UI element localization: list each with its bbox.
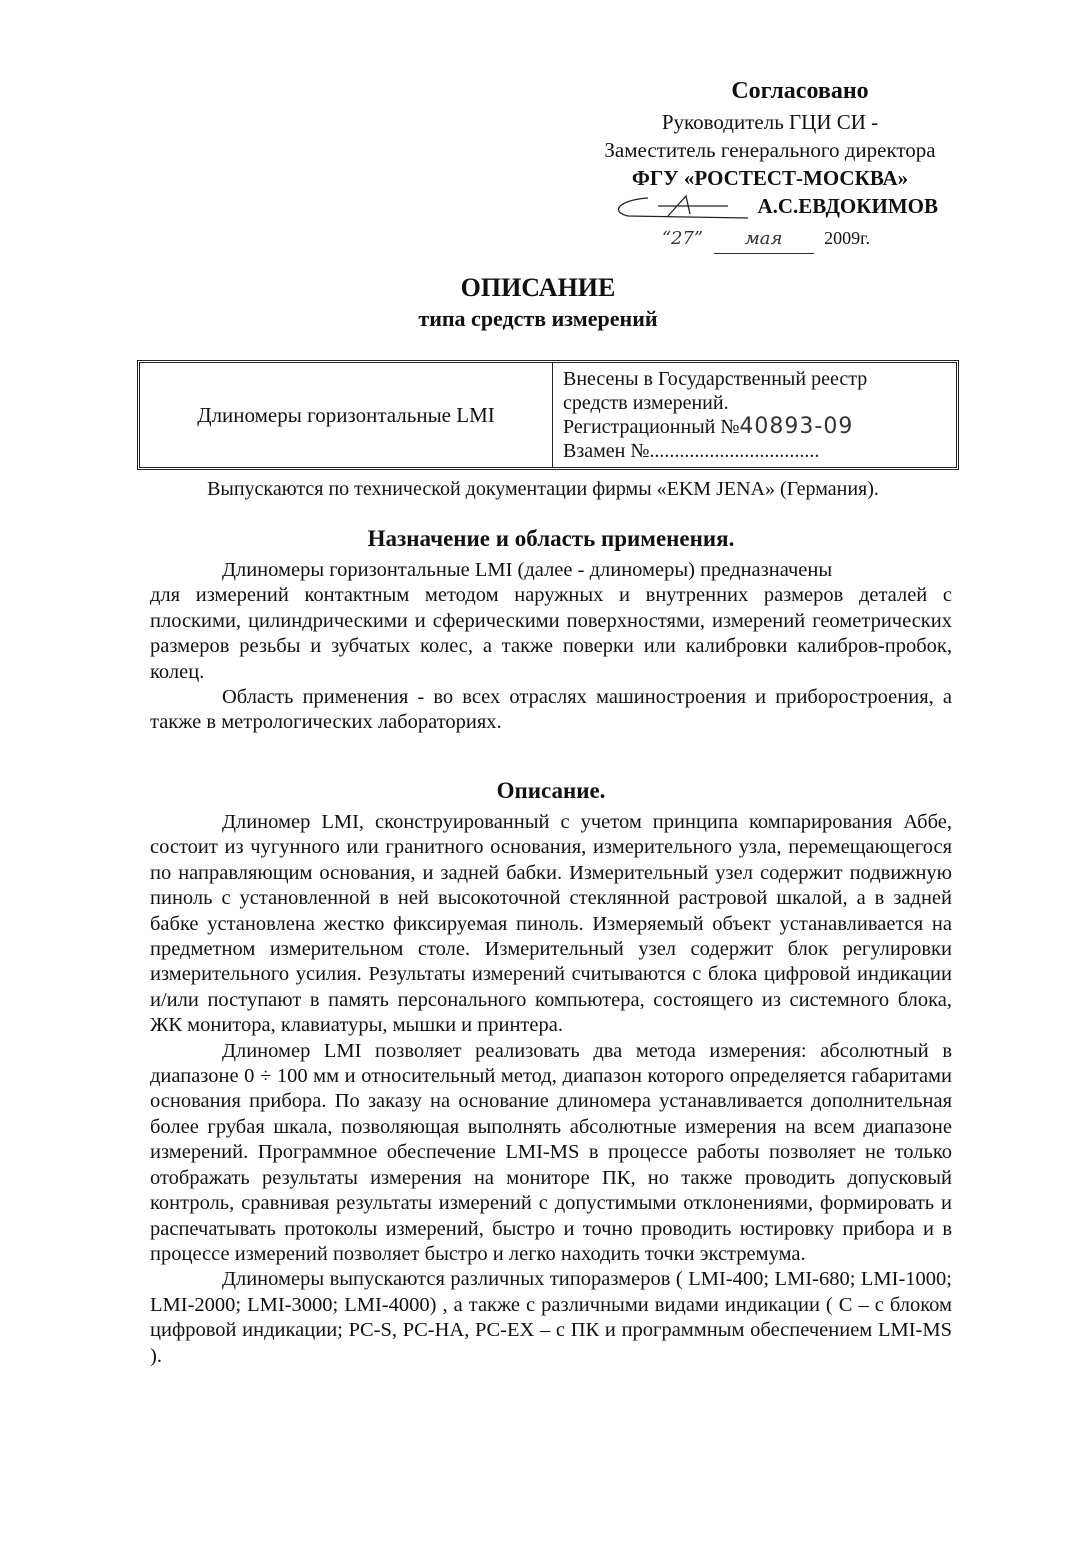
registry-info — [553, 363, 956, 467]
title-main: ОПИСАНИЕ — [460, 273, 616, 302]
description-paragraph: Длиномеры выпускаются различных типоразмеров ( LMI-400; LMI-680; LMI-1000; LMI-2000; LMI-3000; LMI-4000) , а также с различными видами индикации ( С – с блоком цифровой индикации; PC-S, PC-HA, PC-EX – с ПК и программным обеспечением LMI-MS ). — [150, 1268, 952, 1367]
signer-name: А.С.ЕВДОКИМОВ — [757, 194, 938, 218]
purpose-section — [150, 524, 952, 736]
date-month: мая — [714, 225, 814, 254]
approval-organization: ФГУ «РОСТЕСТ-МОСКВА» — [631, 166, 909, 190]
approval-position-1: Руководитель ГЦИ СИ - — [661, 110, 879, 134]
registration-number: 40893-09 — [739, 414, 854, 439]
purpose-paragraph: для измерений контактным методом наружных и внутренних размеров деталей с плоскими, цилиндрическими и сферическими поверхностями, измерений геометрических размеров резьбы и зубчатых колес, а также поверки или калибровки калибров-пробок, колец. — [150, 584, 952, 683]
document-title — [0, 272, 1086, 334]
description-paragraph: Длиномер LMI позволяет реализовать два метода измерения: абсолютный в диапазоне 0 ÷ 100 мм и относительный метод, диапазон которого определяется габаритами основания прибора. По заказу на основание длиномера устанавливается дополнительная более грубая шкала, позволяющая выполнять абсолютные измерения на всем диапазоне измерений. Программное обеспечение LMI-MS в процессе работы позволяет не только отображать результаты измерения на мониторе ПК, но также проводить допусковый контроль, сравнивая результаты измерений с допустимыми отклонениями, формировать и распечатывать протоколы измерений, быстро и точно проводить юстировку прибора и в процессе измерений позволяет быстро и легко находить точки экстремума. — [150, 1039, 952, 1265]
registration-number-line — [563, 415, 946, 439]
approval-position-2: Заместитель генерального директора — [604, 138, 936, 162]
purpose-paragraph: Длиномеры горизонтальные LMI (далее - длиномеры) предназначены — [222, 559, 833, 581]
registry-table — [137, 360, 959, 470]
description-section — [150, 776, 952, 1369]
signature-icon — [608, 194, 758, 220]
purpose-paragraph: Область применения - во всех отраслях машиностроения и приборостроения, а также в метрологических лабораториях. — [150, 686, 952, 734]
date-day: “27” — [661, 228, 704, 249]
approval-title: Согласовано — [731, 78, 869, 104]
instrument-name: Длиномеры горизонтальные LMI — [140, 363, 553, 467]
registry-line-2: средств измерений. — [563, 392, 729, 414]
purpose-heading: Назначение и область применения. — [367, 526, 735, 551]
signature-line — [580, 192, 960, 220]
date-year: 2009г. — [824, 228, 870, 248]
replace-line: Взамен №.................................. — [563, 440, 820, 462]
approval-block — [580, 74, 960, 254]
description-heading: Описание. — [496, 778, 606, 803]
registry-line-1: Внесены в Государственный реестр — [563, 368, 868, 390]
approval-date — [580, 224, 960, 254]
issued-by: Выпускаются по технической документации фирмы «EKM JENA» (Германия). — [207, 478, 879, 500]
registration-label: Регистрационный № — [563, 416, 740, 438]
description-paragraph: Длиномер LMI, сконструированный с учетом принципа компарирования Аббе, состоит из чугунного или гранитного основания, измерительного узла, перемещающегося по направляющим основания, и задней бабки. Измерительный узел содержит подвижную пиноль с установленной в ней высокоточной стеклянной растровой шкалой, а в задней бабке установлена жестко фиксируемая пиноль. Измеряемый объект устанавливается на предметном измерительном столе. Измерительный узел содержит блок регулировки измерительного усилия. Результаты измерений считываются с блока цифровой индикации и/или поступают в память персонального компьютера, состоящего из системного блока, ЖК монитора, клавиатуры, мышки и принтера. — [150, 811, 952, 1037]
title-sub: типа средств измерений — [418, 306, 658, 331]
